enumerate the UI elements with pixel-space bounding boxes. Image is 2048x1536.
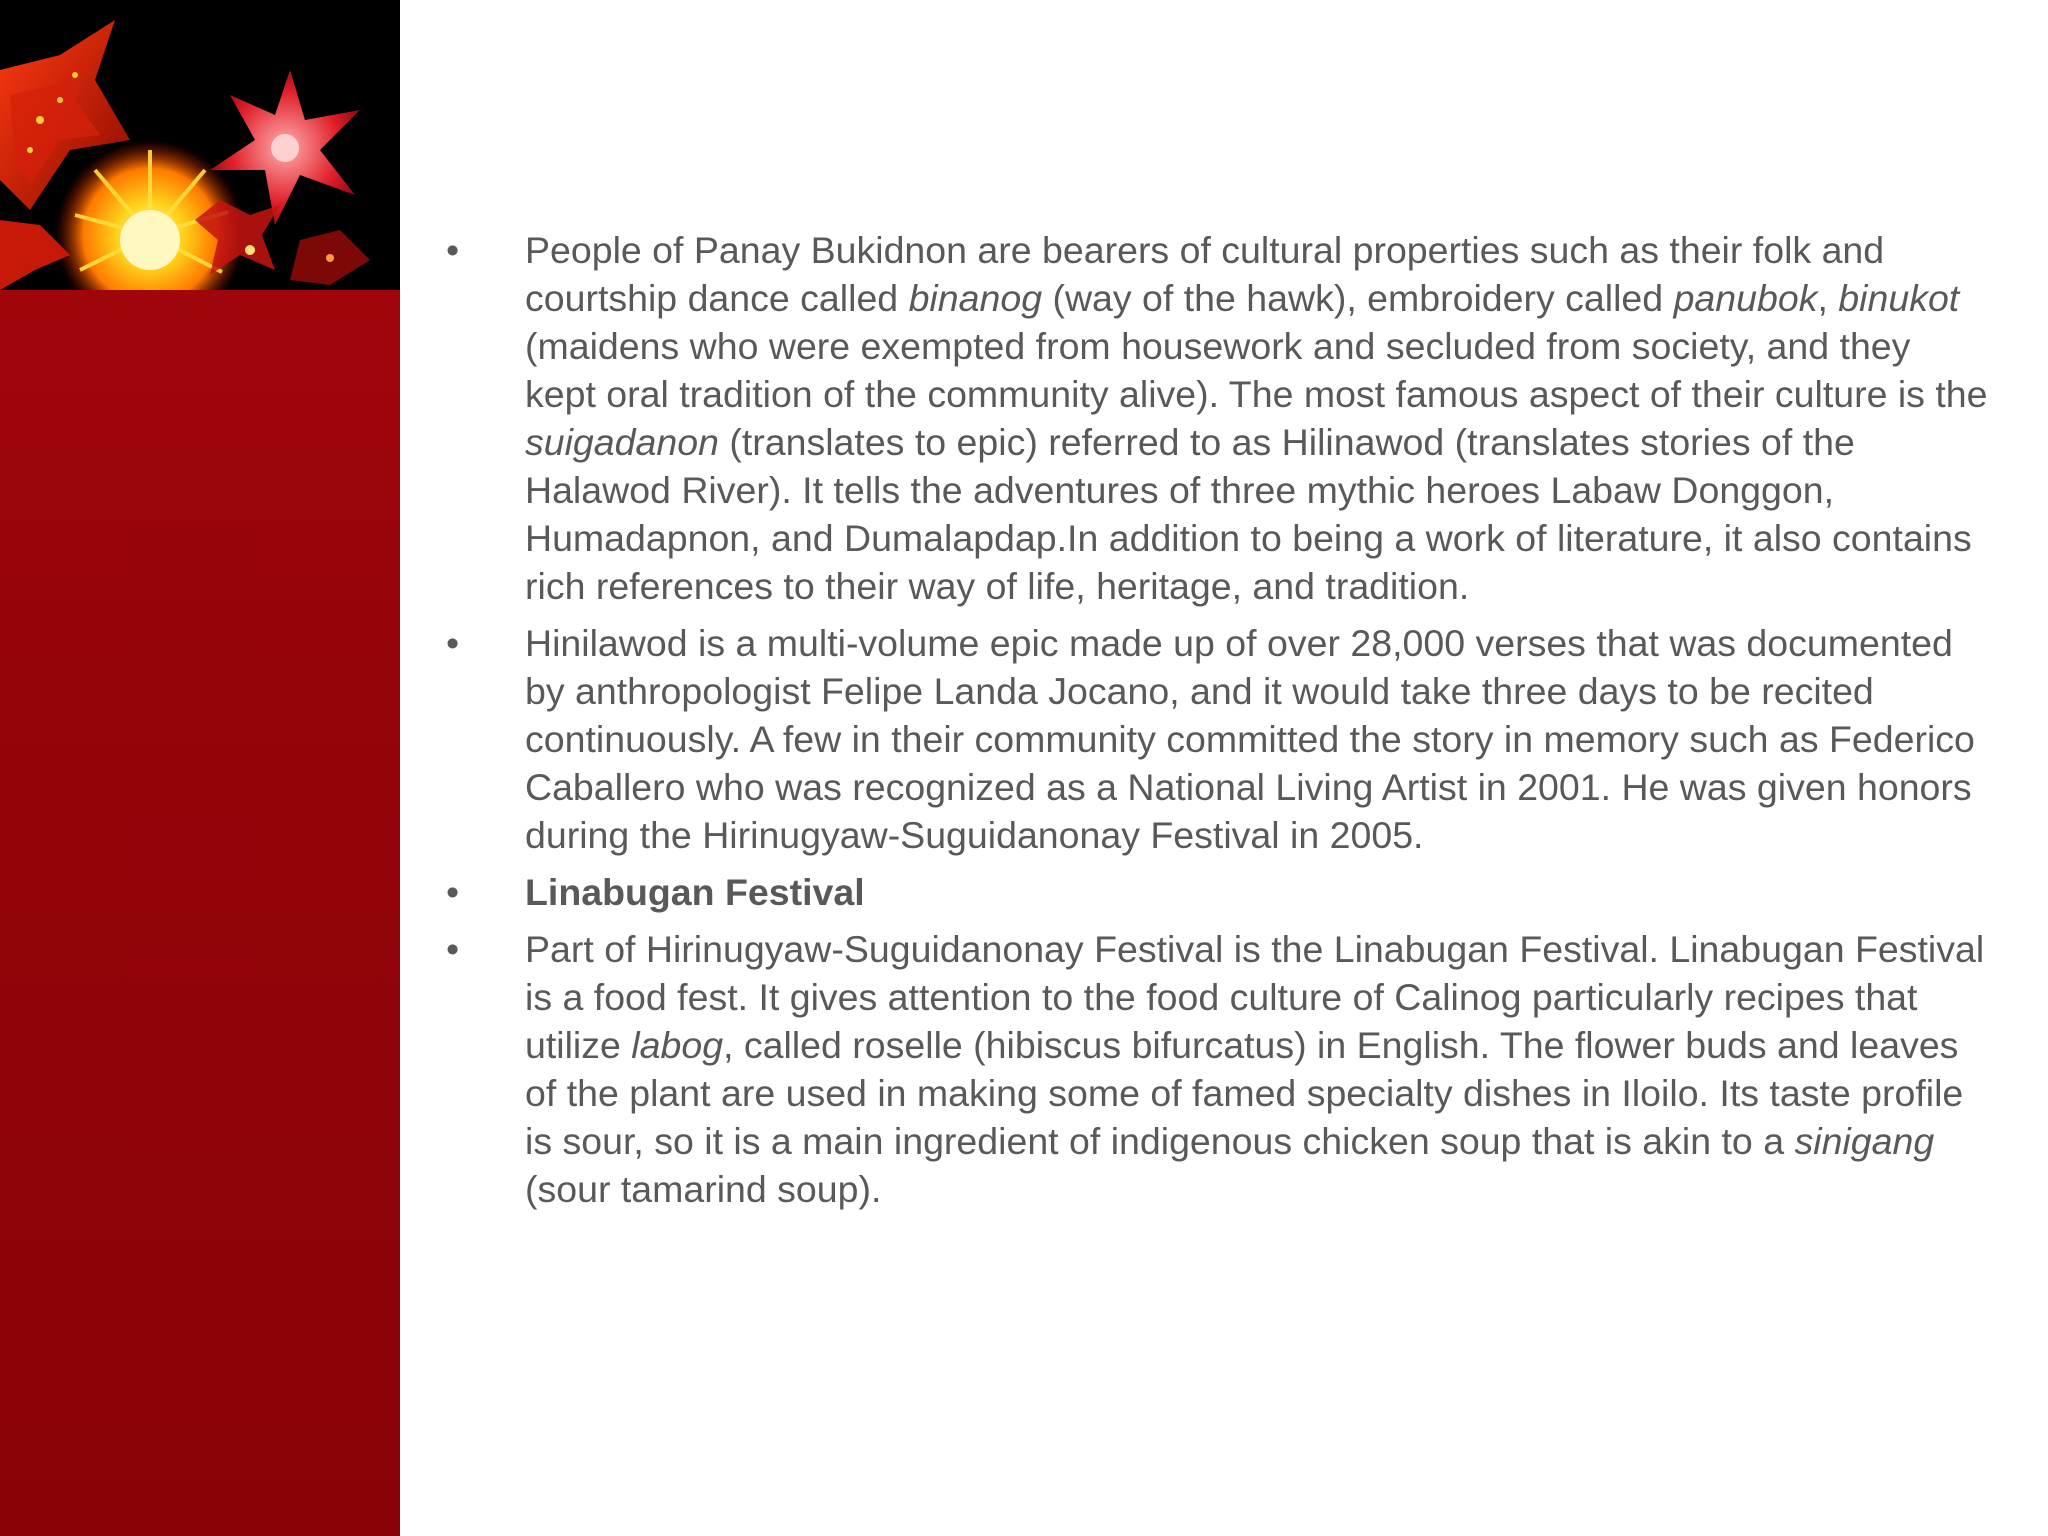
- text-run: Hinilawod is a multi-volume epic made up of over 28,000 verses that was documented by anthropologist Felipe Landa Jocano, and it would take three days to be recited continuously. A few in their community committed the story in memory such as Federico Caballero who was recognized as a National Living Artist in 2001. He was given honors during the Hirinugyaw-Suguidanonay Festival in 2005.: [525, 622, 1975, 856]
- text-run: People of Panay Bukidnon are bearers of cultural properties such as their folk and courtship dance called: [525, 229, 1885, 319]
- bullet-item: [440, 619, 1990, 859]
- lantern-illustration: [0, 0, 400, 290]
- bullet-text-panay-bukidnon: [525, 229, 1987, 607]
- section-heading-linabugan: Linabugan Festival: [525, 871, 865, 913]
- bullet-item: [440, 868, 1990, 916]
- text-run-italic: binanog: [908, 277, 1043, 319]
- star-lanterns-image: [0, 0, 400, 290]
- bullet-marker: •: [446, 622, 460, 664]
- text-run: Part of Hirinugyaw-Suguidanonay Festival is the Linabugan Festival. Linabugan Festival is a food fest. It gives attention to the food culture of Calinog particularly recipes that utilize: [525, 928, 1985, 1066]
- text-run-italic: binukot: [1838, 277, 1960, 319]
- bullet-marker: •: [446, 871, 460, 913]
- text-run: ,: [1817, 277, 1839, 319]
- text-run: , called roselle (hibiscus bifurcatus) in English. The flower buds and leaves of the plant are used in making some of famed specialty dishes in Iloilo. Its taste profile is sour, so it is a main ingredient of indigenous chicken soup that is akin to a: [525, 1024, 1964, 1162]
- text-run: (sour tamarind soup).: [525, 1168, 882, 1210]
- text-run-italic: sinigang: [1794, 1120, 1935, 1162]
- bullet-text-hinilawod: [525, 622, 1975, 856]
- text-run-italic: suigadanon: [525, 421, 719, 463]
- text-run: (translates to epic) referred to as Hilinawod (translates stories of the Halawod River). It tells the adventures of three mythic heroes Labaw Donggon, Humadapnon, and Dumalapdap.In addition to being a work of literature, it also contains rich references to their way of life, heritage, and tradition.: [525, 421, 1972, 607]
- text-run-italic: labog: [631, 1024, 724, 1066]
- bullet-marker: •: [446, 229, 460, 271]
- bullet-text-linabugan-festival: [525, 928, 1984, 1210]
- text-run-italic: panubok: [1673, 277, 1818, 319]
- bullet-item: [440, 925, 1990, 1213]
- text-run: (way of the hawk), embroidery called: [1042, 277, 1674, 319]
- slide-content: [440, 226, 1990, 1222]
- bullet-item: [440, 226, 1990, 610]
- sidebar-panel: [0, 0, 400, 1536]
- text-run: (maidens who were exempted from housework and secluded from society, and they kept oral tradition of the community alive). The most famous aspect of their culture is the: [525, 325, 1988, 415]
- bullet-marker: •: [446, 928, 460, 970]
